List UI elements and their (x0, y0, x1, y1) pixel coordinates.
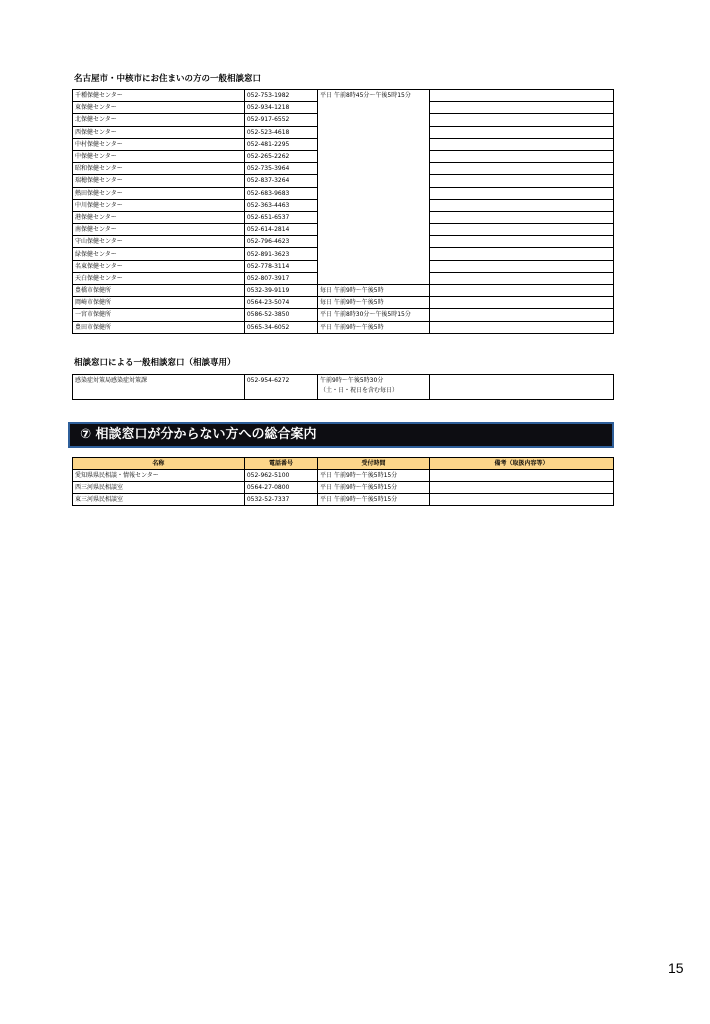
notes (429, 114, 613, 126)
header-phone: 電話番号 (244, 458, 317, 470)
phone-number: 052-265-2262 (244, 150, 317, 162)
table-row (73, 375, 614, 400)
section-heading-prefecture: 相談窓口による一般相談窓口（相談専用） (74, 358, 236, 368)
notes (429, 175, 613, 187)
phone-number: 052-683-9683 (244, 187, 317, 199)
phone-number: 052-807-3917 (244, 272, 317, 284)
office-name: 西三河県民相談室 (73, 482, 245, 494)
table-row (73, 285, 614, 297)
office-name: 中保健センター (73, 150, 245, 162)
phone-number: 052-891-3623 (244, 248, 317, 260)
office-name: 熱田保健センター (73, 187, 245, 199)
office-name: 岡崎市保健所 (73, 297, 245, 309)
phone-number: 052-614-2814 (244, 224, 317, 236)
phone-number: 052-934-1218 (244, 102, 317, 114)
phone-number: 052-363-4463 (244, 199, 317, 211)
notes (429, 90, 613, 102)
notes (429, 272, 613, 284)
phone-number: 0586-52-3850 (244, 309, 317, 321)
office-name: 豊橋市保健所 (73, 285, 245, 297)
notes (429, 285, 613, 297)
phone-number: 052-735-3964 (244, 163, 317, 175)
phone-number: 052-954-6272 (244, 375, 317, 400)
office-name: 一宮市保健所 (73, 309, 245, 321)
notes (429, 150, 613, 162)
hours (318, 375, 430, 400)
phone-number: 0564-23-5074 (244, 297, 317, 309)
notes (429, 138, 613, 150)
table-row (73, 321, 614, 333)
office-name: 中村保健センター (73, 138, 245, 150)
notes (429, 211, 613, 223)
notes (429, 199, 613, 211)
phone-number: 052-917-6552 (244, 114, 317, 126)
hours-shared: 平日 午前8時45分～午後5時15分 (318, 90, 430, 285)
table-row (73, 297, 614, 309)
office-name: 感染症対策局感染症対策課 (73, 375, 245, 400)
office-name: 北保健センター (73, 114, 245, 126)
notes (429, 309, 613, 321)
hours: 平日 午前9時～午後5時15分 (318, 482, 430, 494)
office-name: 豊田市保健所 (73, 321, 245, 333)
phone-number: 052-796-4623 (244, 236, 317, 248)
office-name: 名東保健センター (73, 260, 245, 272)
phone-number: 0532-52-7337 (244, 494, 317, 506)
office-name: 東三河県民相談室 (73, 494, 245, 506)
notes (429, 163, 613, 175)
phone-number: 052-962-5100 (244, 470, 317, 482)
phone-number: 052-753-1982 (244, 90, 317, 102)
phone-number: 0565-34-6052 (244, 321, 317, 333)
phone-number: 052-778-3114 (244, 260, 317, 272)
table-row (73, 482, 614, 494)
header-hours: 受付時間 (318, 458, 430, 470)
office-name: 瑞穂保健センター (73, 175, 245, 187)
notes (429, 126, 613, 138)
office-name: 東保健センター (73, 102, 245, 114)
section-heading-local: 名古屋市・中核市にお住まいの方の一般相談窓口 (74, 74, 262, 84)
notes (429, 470, 613, 482)
table-row (73, 494, 614, 506)
notes (429, 187, 613, 199)
office-name: 南保健センター (73, 224, 245, 236)
page-number: 15 (668, 960, 684, 976)
notes (429, 260, 613, 272)
phone-number: 0564-27-0800 (244, 482, 317, 494)
phone-number: 052-837-3264 (244, 175, 317, 187)
hours-line-1: 午前9時～午後5時30分 (320, 377, 384, 384)
notes (429, 375, 613, 400)
general-guidance-banner: ⑦ 相談窓口が分からない方への総合案内 (68, 422, 614, 448)
hours-line-2: （土・日・祝日を含む毎日） (320, 387, 399, 394)
office-name: 緑保健センター (73, 248, 245, 260)
notes (429, 494, 613, 506)
notes (429, 297, 613, 309)
office-name: 愛知県県民相談・情報センター (73, 470, 245, 482)
phone-number: 0532-39-9119 (244, 285, 317, 297)
office-name: 西保健センター (73, 126, 245, 138)
table-row (73, 90, 614, 102)
hours: 平日 午前9時～午後5時15分 (318, 470, 430, 482)
header-row (73, 458, 614, 470)
hours: 平日 午前8時30分～午後5時15分 (318, 309, 430, 321)
office-name: 中川保健センター (73, 199, 245, 211)
notes (429, 248, 613, 260)
office-name: 千種保健センター (73, 90, 245, 102)
office-name: 守山保健センター (73, 236, 245, 248)
notes (429, 102, 613, 114)
header-notes: 備考（取扱内容等） (429, 458, 613, 470)
office-name: 港保健センター (73, 211, 245, 223)
table-row (73, 309, 614, 321)
phone-number: 052-651-6537 (244, 211, 317, 223)
notes (429, 224, 613, 236)
hours: 平日 午前9時～午後5時15分 (318, 494, 430, 506)
phone-number: 052-523-4618 (244, 126, 317, 138)
header-name: 名称 (73, 458, 245, 470)
notes (429, 321, 613, 333)
hours: 毎日 午前9時～午後5時 (318, 285, 430, 297)
local-consultation-table (72, 89, 614, 334)
table-row (73, 470, 614, 482)
general-guidance-table (72, 457, 614, 506)
notes (429, 236, 613, 248)
notes (429, 482, 613, 494)
phone-number: 052-481-2295 (244, 138, 317, 150)
hours: 毎日 午前9時～午後5時 (318, 297, 430, 309)
hours: 平日 午前9時～午後5時 (318, 321, 430, 333)
office-name: 昭和保健センター (73, 163, 245, 175)
prefecture-consultation-table (72, 374, 614, 400)
office-name: 天白保健センター (73, 272, 245, 284)
